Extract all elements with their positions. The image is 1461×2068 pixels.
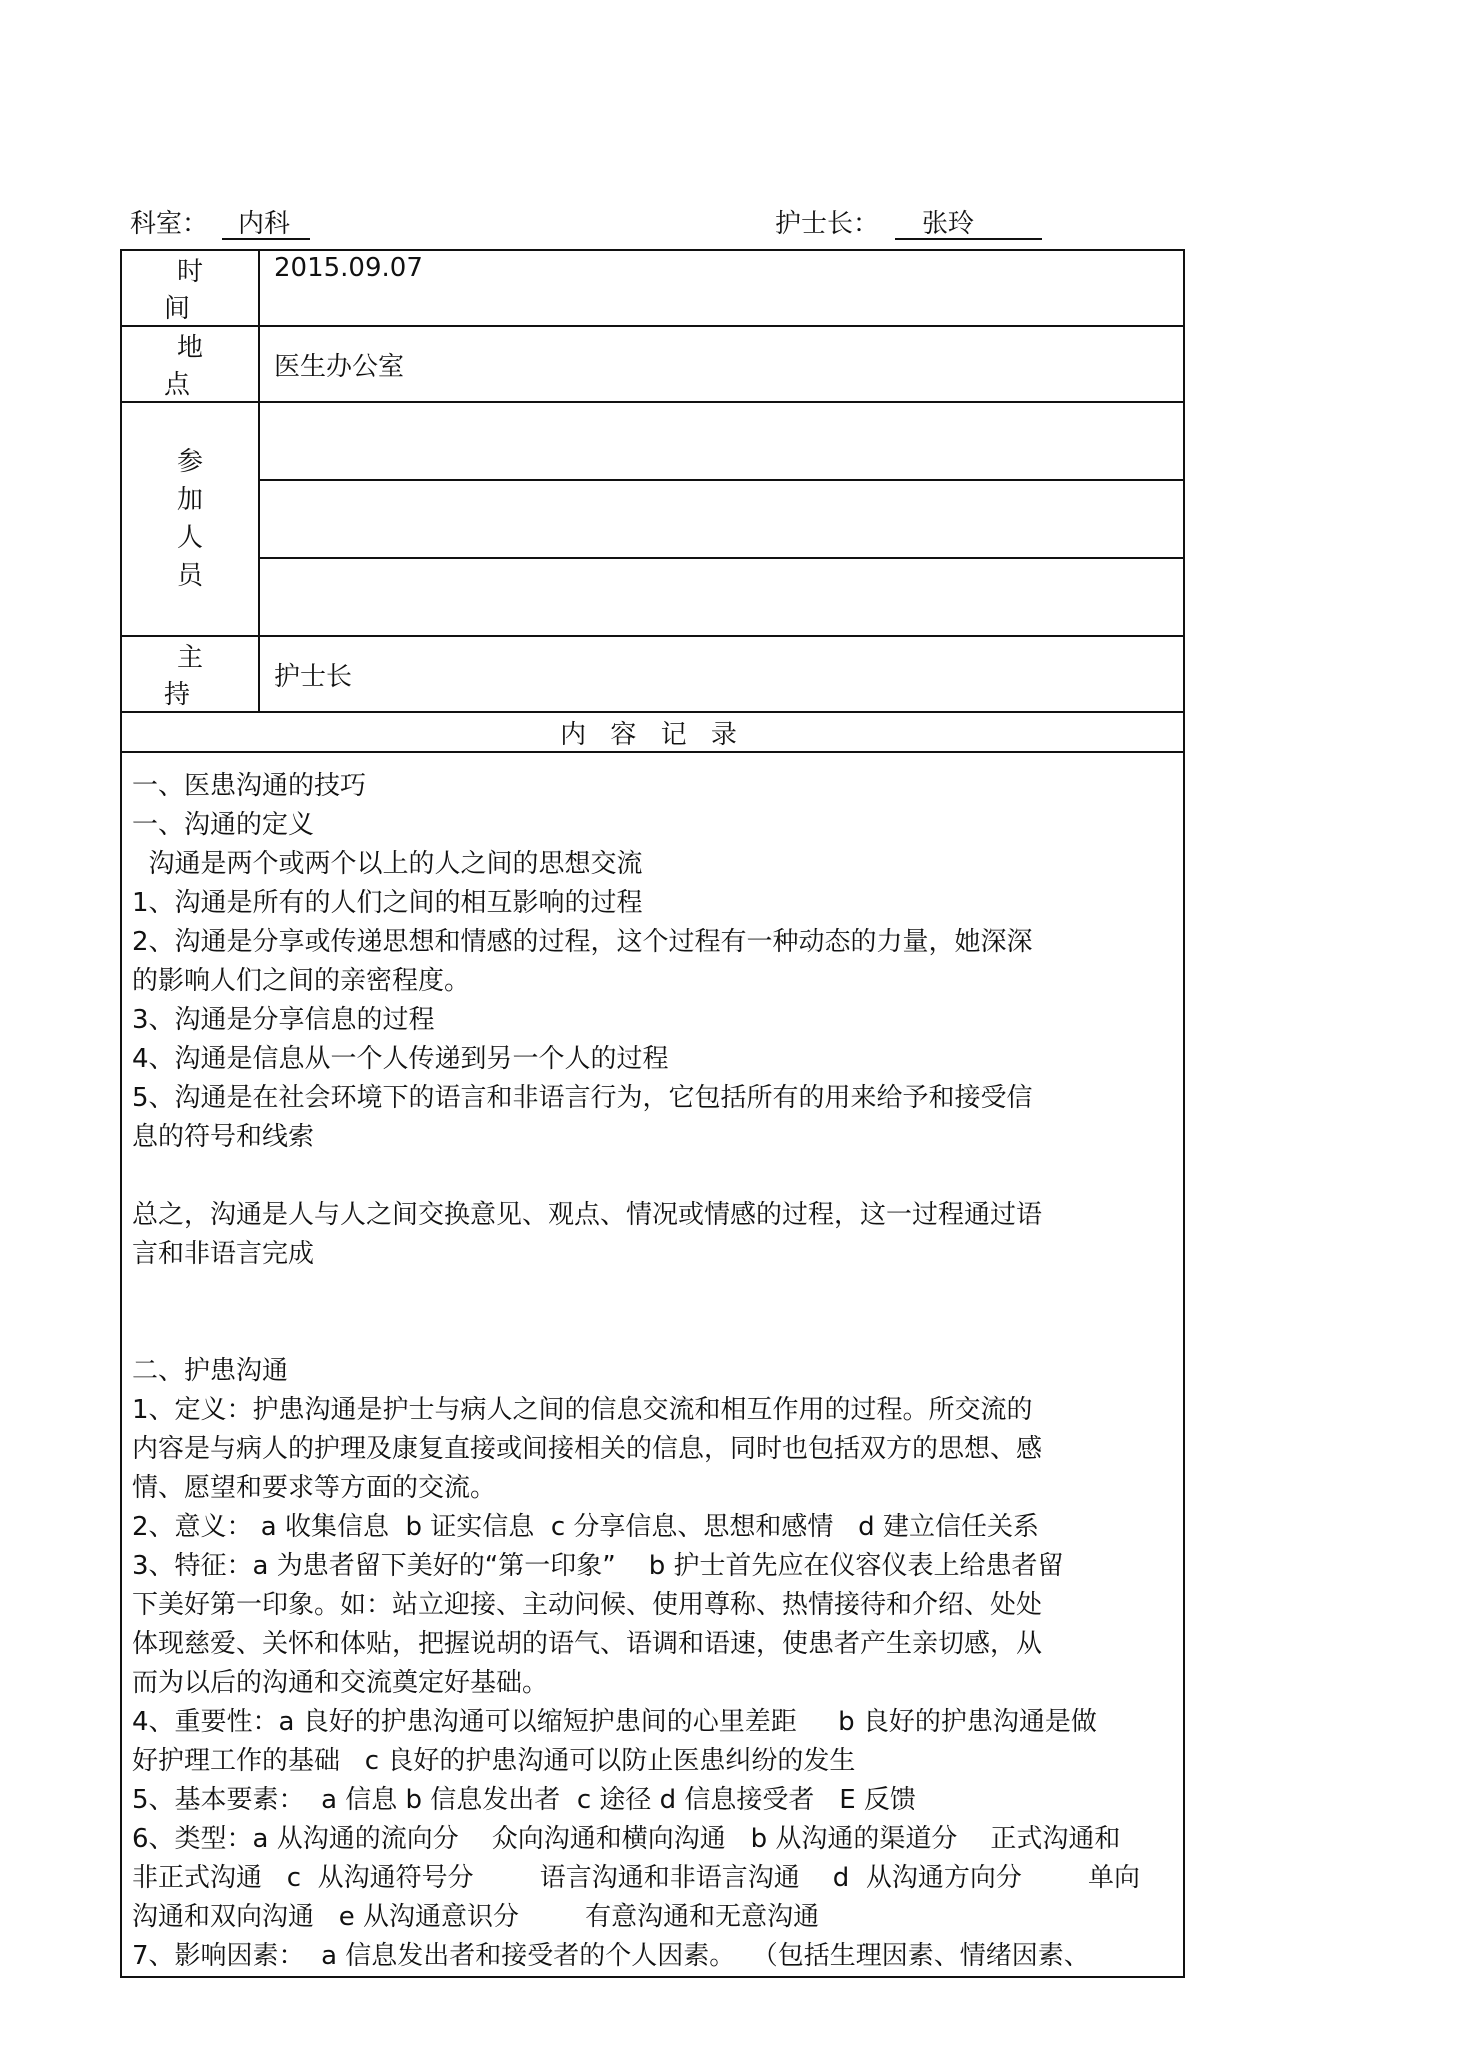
content-line: 1、定义：护患沟通是护士与病人之间的信息交流和相互作用的过程。所交流的	[132, 1395, 1033, 1425]
content-line: 好护理工作的基础 c 良好的护患沟通可以防止医患纠纷的发生	[132, 1746, 856, 1776]
attendees-line-1	[259, 402, 1184, 480]
host-label: 主 持	[121, 636, 259, 712]
department-value: 内科	[238, 209, 291, 239]
content-line: 4、沟通是信息从一个人传递到另一个人的过程	[132, 1044, 669, 1074]
content-line	[132, 1157, 1173, 1196]
time-row	[121, 250, 1184, 326]
head-nurse-underline	[895, 238, 1042, 240]
content-line: 下美好第一印象。如：站立迎接、主动问候、使用尊称、热情接待和介绍、处处	[132, 1590, 1043, 1620]
content-line: 一、医患沟通的技巧	[132, 771, 367, 801]
content-line: 6、类型：a 从沟通的流向分 众向沟通和横向沟通 b 从沟通的渠道分 正式沟通和	[132, 1824, 1121, 1854]
attendees-row-1	[121, 402, 1184, 480]
content-line	[132, 1274, 1173, 1313]
department-underline	[222, 238, 310, 240]
content-line: 二、护患沟通	[132, 1356, 289, 1386]
department-label: 科室：	[130, 209, 209, 239]
head-nurse-value: 张玲	[922, 209, 975, 239]
time-value: 2015.09.07	[259, 250, 1184, 326]
place-row	[121, 326, 1184, 402]
time-label: 时 间	[121, 250, 259, 326]
content-line	[132, 1313, 1173, 1352]
content-line: 情、愿望和要求等方面的交流。	[132, 1473, 497, 1503]
content-line: 5、沟通是在社会环境下的语言和非语言行为，它包括所有的用来给予和接受信	[132, 1083, 1033, 1113]
content-line: 总之，沟通是人与人之间交换意见、观点、情况或情感的过程，这一过程通过语	[132, 1200, 1043, 1230]
content-line: 1、沟通是所有的人们之间的相互影响的过程	[132, 888, 643, 918]
content-title-row	[121, 712, 1184, 752]
meeting-record-table	[120, 249, 1185, 1978]
host-value: 护士长	[259, 636, 1184, 712]
content-title: 内 容 记 录	[121, 712, 1184, 752]
place-label: 地 点	[121, 326, 259, 402]
attendees-label: 参 加 人 员	[121, 402, 259, 636]
content-line: 言和非语言完成	[132, 1239, 315, 1269]
content-line: 内容是与病人的护理及康复直接或间接相关的信息，同时也包括双方的思想、感	[132, 1434, 1043, 1464]
attendees-row-3	[121, 558, 1184, 636]
content-line: 体现慈爱、关怀和体贴，把握说胡的语气、语调和语速，使患者产生亲切感，从	[132, 1629, 1043, 1659]
content-line: 3、特征：a 为患者留下美好的“第一印象” b 护士首先应在仪容仪表上给患者留	[132, 1551, 1064, 1581]
head-nurse-label: 护士长：	[775, 209, 880, 239]
content-line: 沟通是两个或两个以上的人之间的思想交流	[132, 849, 643, 879]
content-line: 2、沟通是分享或传递思想和情感的过程，这个过程有一种动态的力量，她深深	[132, 927, 1033, 957]
content-line: 2、意义： a 收集信息 b 证实信息 c 分享信息、思想和感情 d 建立信任关系	[132, 1512, 1039, 1542]
content-line: 的影响人们之间的亲密程度。	[132, 966, 471, 996]
content-line: 沟通和双向沟通 e 从沟通意识分 有意沟通和无意沟通	[132, 1902, 820, 1932]
attendees-line-3	[259, 558, 1184, 636]
content-line: 4、重要性：a 良好的护患沟通可以缩短护患间的心里差距 b 良好的护患沟通是做	[132, 1707, 1097, 1737]
content-line: 3、沟通是分享信息的过程	[132, 1005, 435, 1035]
attendees-line-2	[259, 480, 1184, 558]
content-line: 一、沟通的定义	[132, 810, 315, 840]
content-body	[121, 752, 1184, 1977]
content-line: 非正式沟通 c 从沟通符号分 语言沟通和非语言沟通 d 从沟通方向分 单向	[132, 1863, 1140, 1893]
attendees-row-2	[121, 480, 1184, 558]
content-row	[121, 752, 1184, 1977]
content-line: 7、影响因素： a 信息发出者和接受者的个人因素。 （包括生理因素、情绪因素、	[132, 1941, 1090, 1971]
host-row	[121, 636, 1184, 712]
content-line: 息的符号和线索	[132, 1122, 315, 1152]
content-line: 5、基本要素： a 信息 b 信息发出者 c 途径 d 信息接受者 E 反馈	[132, 1785, 916, 1815]
content-lines	[132, 767, 1173, 1976]
content-line: 而为以后的沟通和交流奠定好基础。	[132, 1668, 549, 1698]
place-value: 医生办公室	[259, 326, 1184, 402]
